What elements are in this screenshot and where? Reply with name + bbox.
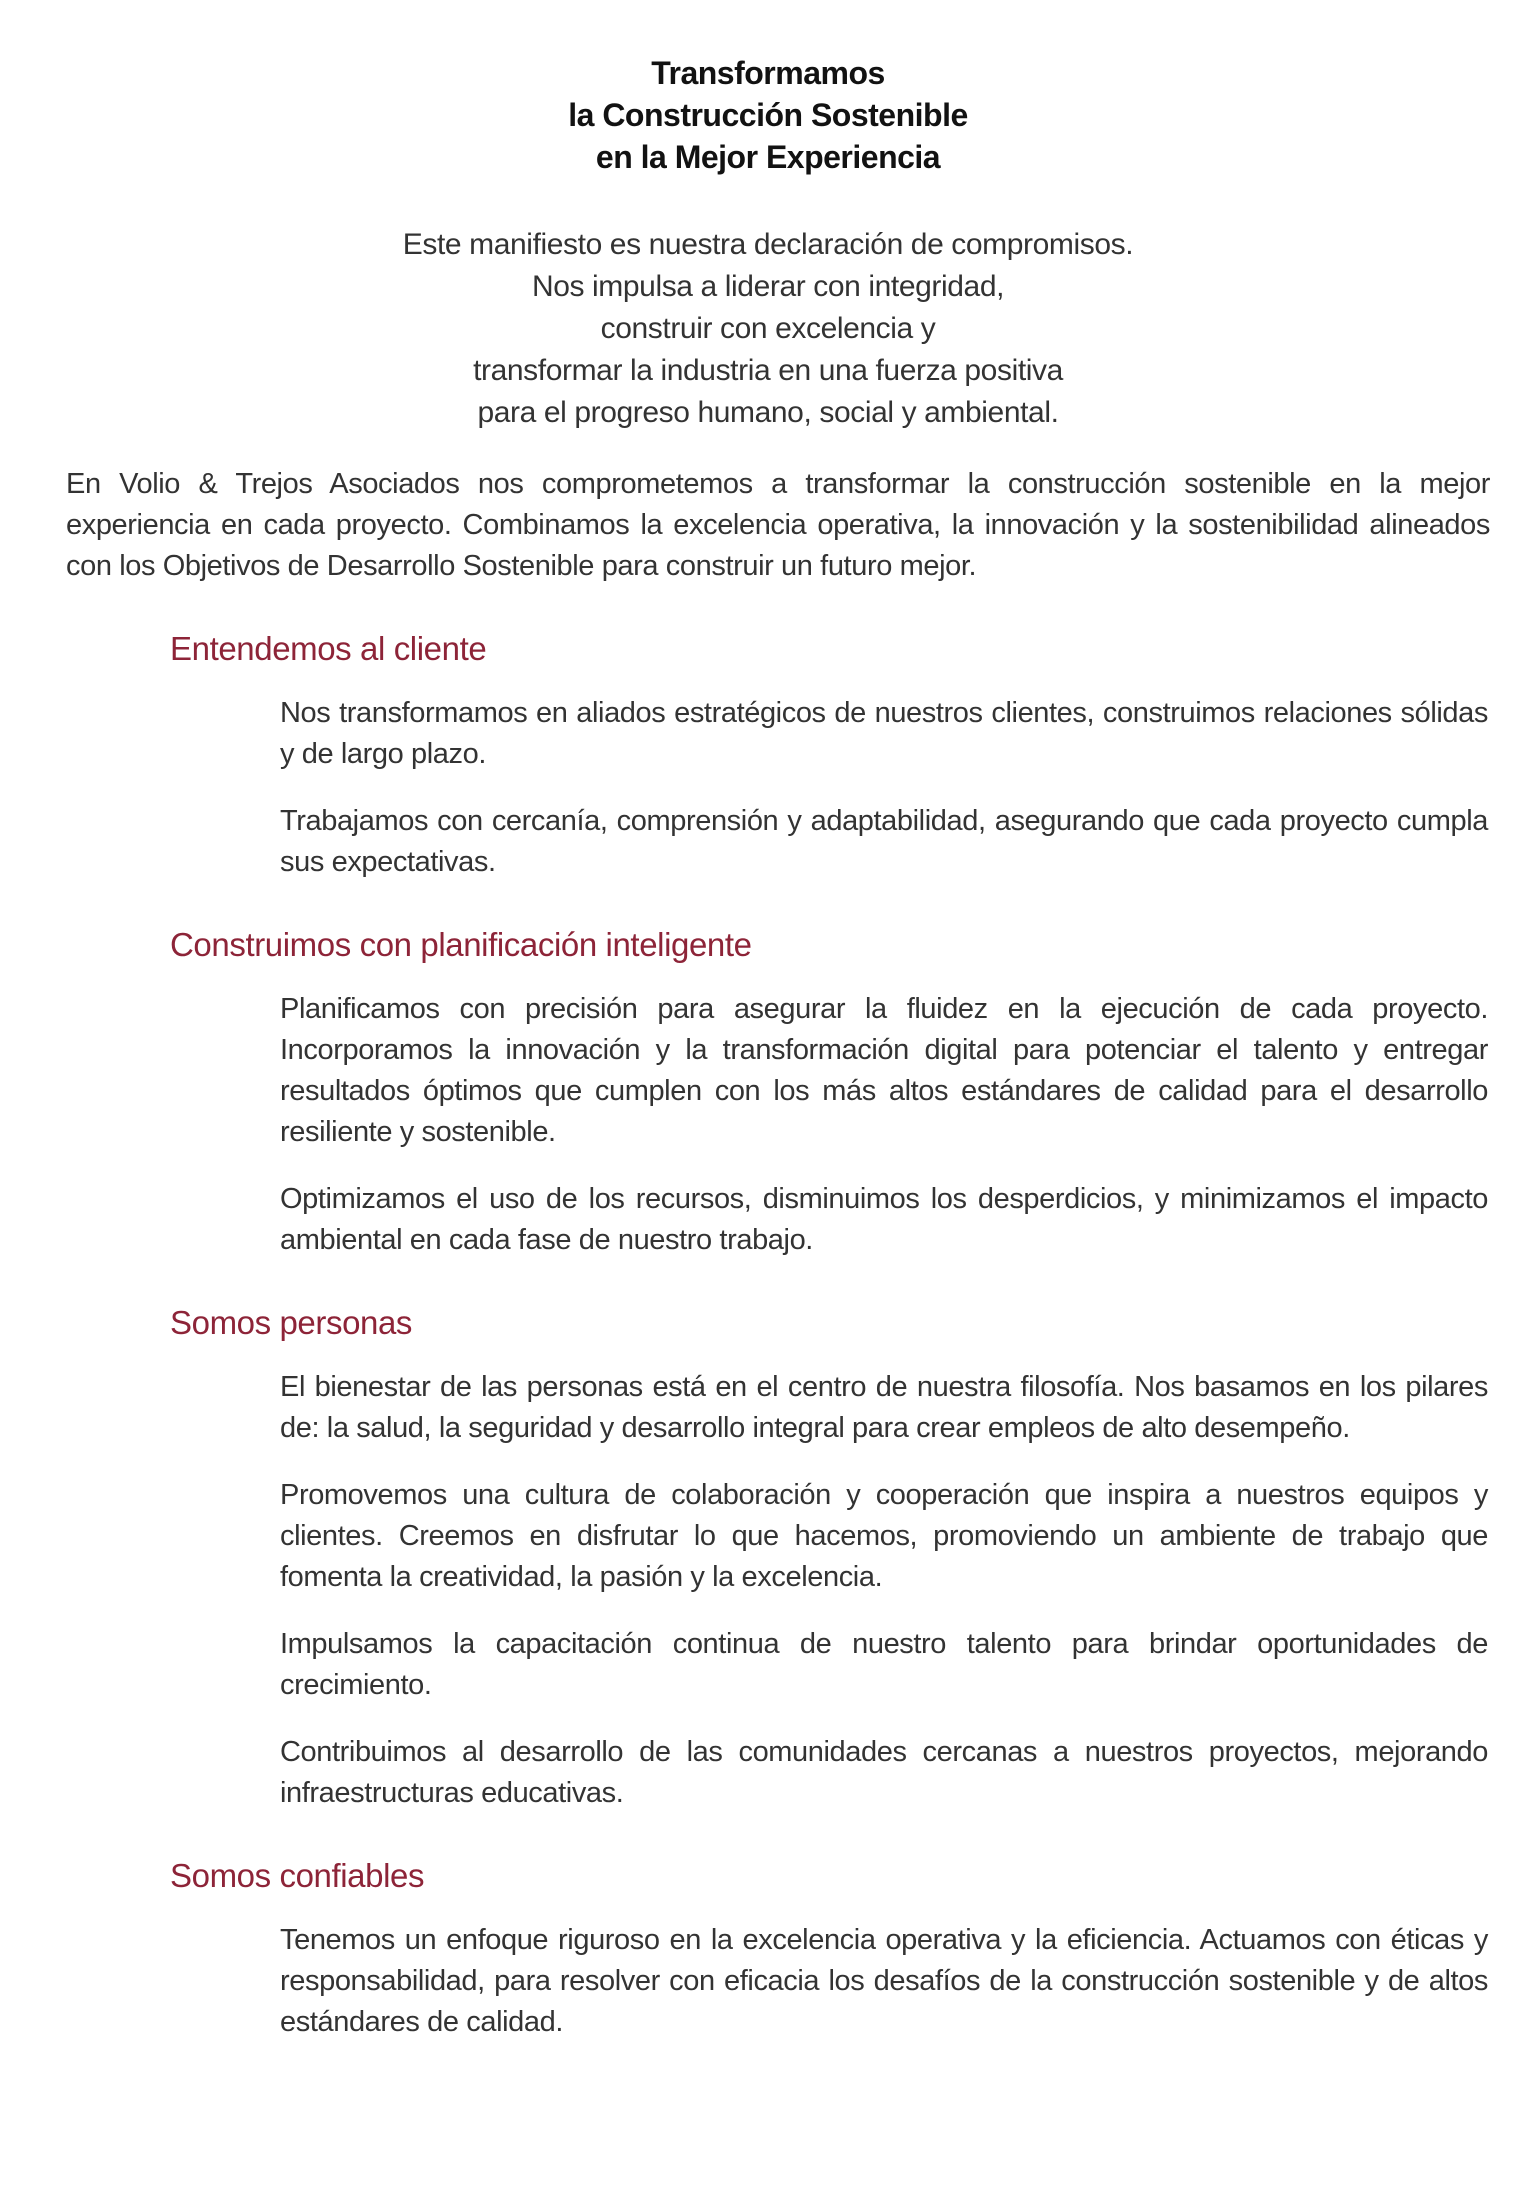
section-paragraph: Impulsamos la capacitación continua de nuestro talento para brindar oportunidades de crecimiento. [280, 1628, 1488, 1701]
section-heading: Somos personas [170, 1304, 413, 1341]
section-paragraph: Optimizamos el uso de los recursos, disminuimos los desperdicios, y minimizamos el impacto ambiental en cada fase de nuestro trabajo. [280, 1183, 1488, 1256]
intro-line: construir con excelencia y [600, 312, 936, 345]
section-paragraph: El bienestar de las personas está en el centro de nuestra filosofía. Nos basamos en los pilares de: la salud, la seguridad y desarrollo integral para crear empleos de alto desempeño. [280, 1371, 1488, 1444]
section-heading: Entendemos al cliente [170, 630, 487, 667]
section-somos-personas [0, 1301, 1536, 1814]
page-title-line: Transformamos [651, 55, 885, 91]
page-title-line: la Construcción Sostenible [568, 97, 968, 133]
page-title [0, 0, 1536, 178]
section-entendemos-al-cliente [0, 627, 1536, 883]
page-title-line: en la Mejor Experiencia [595, 139, 941, 175]
section-heading: Construimos con planificación inteligente [170, 926, 752, 963]
section-paragraph: Promovemos una cultura de colaboración y cooperación que inspira a nuestros equipos y clientes. Creemos en disfrutar lo que hacemos, promoviendo un ambiente de trabajo que fomenta la creatividad, la pasión y la excelencia. [280, 1479, 1488, 1593]
section-heading: Somos confiables [170, 1857, 425, 1894]
intro-line: Este manifiesto es nuestra declaración de compromisos. [402, 228, 1134, 261]
section-paragraph: Contribuimos al desarrollo de las comunidades cercanas a nuestros proyectos, mejorando infraestructuras educativas. [280, 1736, 1488, 1809]
section-paragraph: Tenemos un enfoque riguroso en la excelencia operativa y la eficiencia. Actuamos con éticas y responsabilidad, para resolver con eficacia los desafíos de la construcción sostenible y de altos estándares de calidad. [280, 1924, 1488, 2038]
section-paragraph: Planificamos con precisión para asegurar la fluidez en la ejecución de cada proyecto. Incorporamos la innovación y la transformación digital para potenciar el talento y entregar resultados óptimos que cumplen con los más altos estándares de calidad para el desarrollo resiliente y sostenible. [280, 993, 1488, 1148]
lead-paragraph: En Volio & Trejos Asociados nos comprometemos a transformar la construcción sostenible en la mejor experiencia en cada proyecto. Combinamos la excelencia operativa, la innovación y la sostenibilidad alineados con los Objetivos de Desarrollo Sostenible para construir un futuro mejor. [66, 468, 1490, 582]
section-paragraph: Nos transformamos en aliados estratégicos de nuestros clientes, construimos relaciones sólidas y de largo plazo. [280, 697, 1488, 770]
section-construimos-con-planificacion-inteligente [0, 923, 1536, 1261]
manifesto-intro [0, 224, 1536, 434]
section-somos-confiables [0, 1854, 1536, 2043]
intro-line: para el progreso humano, social y ambiental. [477, 396, 1059, 429]
intro-line: Nos impulsa a liderar con integridad, [531, 270, 1005, 303]
intro-line: transformar la industria en una fuerza positiva [473, 354, 1063, 387]
section-paragraph: Trabajamos con cercanía, comprensión y adaptabilidad, asegurando que cada proyecto cumpla sus expectativas. [280, 805, 1488, 878]
